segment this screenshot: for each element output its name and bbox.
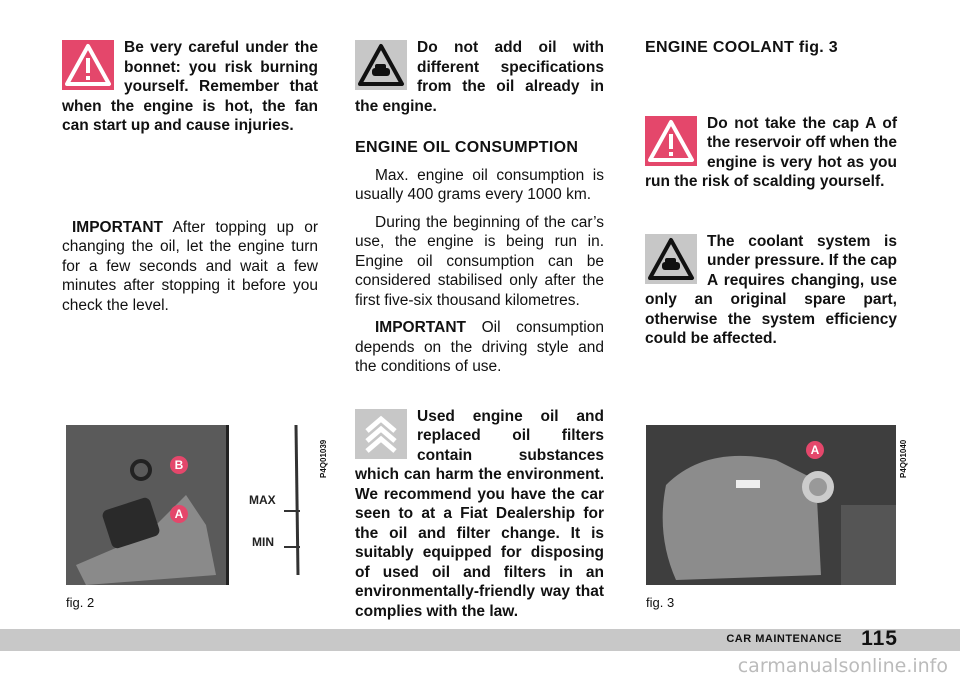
warning-triangle-icon [62, 40, 114, 90]
important-text: After topping up or changing the oil, let the engine turn for a few seconds and wait a few minutes after stopping it before you check the level. [62, 218, 318, 314]
section-heading-coolant: ENGINE COOLANT fig. 3 [645, 39, 838, 56]
paragraph-1: Max. engine oil consumption is usually 400 grams every 1000 km. [355, 166, 604, 203]
warning-text: Do not take the cap A of the reservoir off when the engine is very hot as you run the risk of scalding yourself. [645, 114, 897, 190]
warning-triangle-icon [645, 116, 697, 166]
watermark: carmanualsonline.info [737, 655, 948, 677]
important-label: IMPORTANT [375, 319, 466, 336]
environment-text: Used engine oil and replaced oil filters contain substances which can harm the environment. We recommend you have the car seen to at a Fiat Dealership for the oil and filter change. It is suitably equipped for disposing of used oil and filters in an environmentally-friendly way that complies with the law. [355, 407, 604, 620]
car-caution-icon [645, 234, 697, 284]
warning-note [62, 38, 318, 136]
car-caution-icon [355, 40, 407, 90]
marker-a: A [170, 505, 188, 523]
important-text: Oil consumption depends on the driving style and the conditions of use. [355, 319, 604, 375]
page-number: 115 [861, 627, 898, 650]
footer-section-title: CAR MAINTENANCE [726, 633, 842, 645]
marker-a: A [806, 441, 824, 459]
section-heading-oil-consumption: ENGINE OIL CONSUMPTION [355, 139, 579, 156]
important-label: IMPORTANT [72, 218, 163, 236]
footer-bar [0, 629, 960, 651]
figure-2-label: fig. 2 [66, 595, 95, 610]
figure-2-image [66, 425, 316, 585]
caution-text: The coolant system is under pressure. If the cap A requires changing, use only an original spare part, otherwise the system efficiency could be affected. [645, 232, 897, 347]
caution-text: Do not add oil with different specifications from the oil already in the engine. [355, 39, 604, 115]
engine-oil-dipstick-illustration [66, 425, 316, 585]
figure-3-image [646, 425, 896, 585]
warning-note [645, 114, 897, 192]
important-note [355, 318, 604, 377]
environment-note [355, 407, 604, 622]
figure-3-code: P4Q01040 [899, 439, 908, 478]
max-label: MAX [249, 493, 276, 507]
figure-2-code: P4Q01039 [319, 439, 328, 478]
warning-text: Be very careful under the bonnet: you risk burning yourself. Remember that when the engine is hot, the fan can start up and cause injuries. [62, 39, 318, 134]
column-1 [62, 38, 318, 315]
min-label: MIN [252, 535, 274, 549]
marker-b: B [170, 456, 188, 474]
column-3 [645, 38, 897, 349]
caution-note [355, 38, 604, 116]
paragraph-2: During the beginning of the car’s use, the engine is being run in. Engine oil consumption can be considered stabilised only after the first five-six thousand kilometres. [355, 213, 604, 309]
important-note [62, 218, 318, 316]
caution-note [645, 232, 897, 349]
figure-3-label: fig. 3 [646, 595, 675, 610]
column-2 [355, 38, 604, 621]
environment-chevron-icon [355, 409, 407, 459]
coolant-reservoir-illustration [646, 425, 896, 585]
